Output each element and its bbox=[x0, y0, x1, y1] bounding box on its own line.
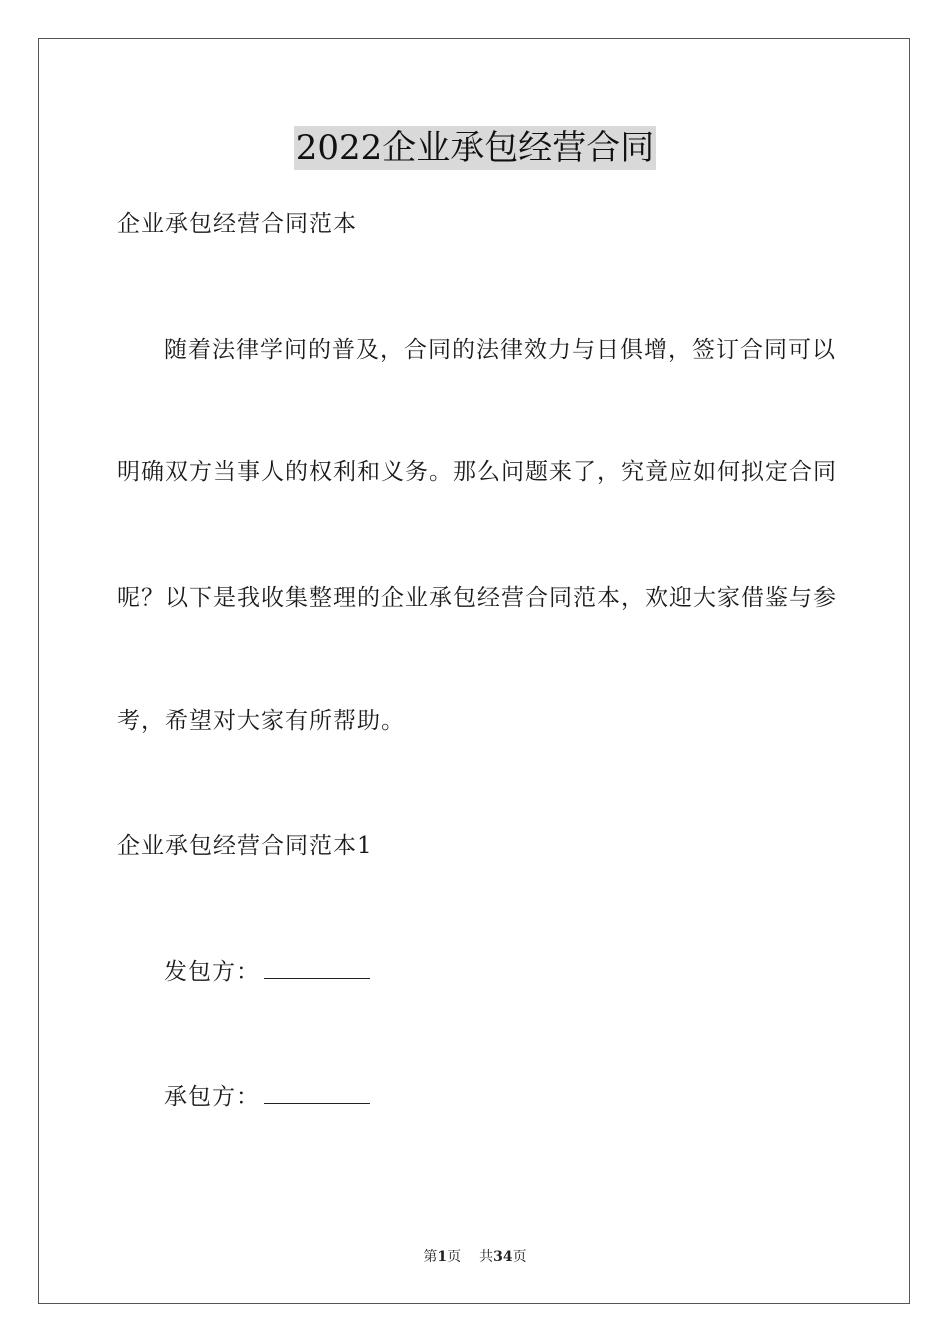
party-a-label: 发包方： bbox=[164, 959, 260, 985]
intro-line-3: 呢？以下是我收集整理的企业承包经营合同范本，欢迎大家借鉴与参 bbox=[117, 585, 837, 611]
party-b-blank bbox=[264, 1081, 370, 1104]
page-suffix: 页 bbox=[447, 1249, 462, 1265]
page-total: 34 bbox=[493, 1249, 513, 1265]
intro-line-1: 随着法律学问的普及，合同的法律效力与日俱增，签订合同可以 bbox=[164, 337, 836, 363]
intro-line-2: 明确双方当事人的权利和义务。那么问题来了，究竟应如何拟定合同 bbox=[117, 459, 837, 485]
section-heading: 企业承包经营合同范本1 bbox=[117, 833, 373, 859]
total-prefix: 共 bbox=[479, 1249, 494, 1265]
party-b-label: 承包方： bbox=[164, 1084, 260, 1110]
page-current: 1 bbox=[437, 1249, 448, 1265]
party-a-row bbox=[164, 956, 370, 987]
party-a-blank bbox=[264, 956, 370, 979]
document-title: 2022企业承包经营合同 bbox=[295, 128, 655, 168]
title-container bbox=[0, 126, 950, 170]
intro-line-4: 考，希望对大家有所帮助。 bbox=[117, 708, 405, 734]
page-prefix: 第 bbox=[423, 1249, 438, 1265]
total-suffix: 页 bbox=[512, 1249, 527, 1265]
party-b-row bbox=[164, 1081, 370, 1112]
page-footer bbox=[0, 1248, 950, 1266]
document-subtitle: 企业承包经营合同范本 bbox=[117, 211, 357, 237]
